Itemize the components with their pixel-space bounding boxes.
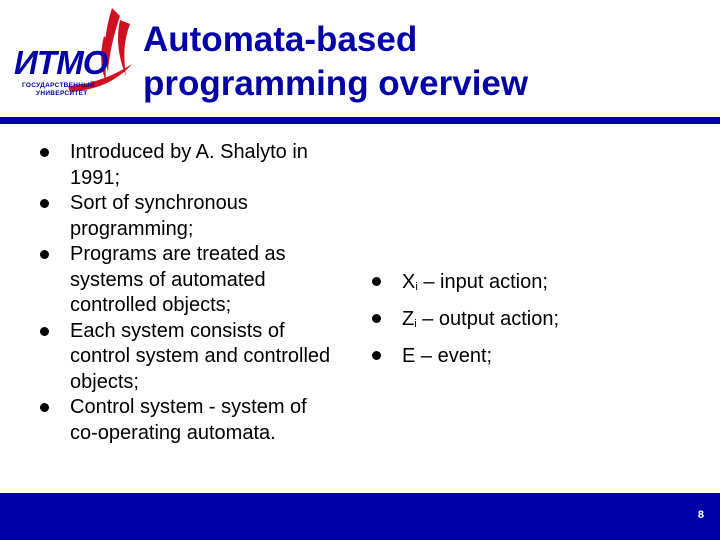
symbol-subscript: i [414, 318, 417, 330]
bullet-item [40, 191, 340, 242]
header-divider [0, 117, 720, 124]
bullet-dot-icon [40, 327, 49, 336]
bullet-item [40, 319, 340, 396]
legend-item-output [372, 303, 672, 340]
legend-item-event [372, 340, 672, 372]
bullet-text: Introduced by A. Shalyto in 1991; [70, 141, 308, 189]
bullet-text: Control system - system of co-operating automata. [70, 396, 307, 444]
bullet-dot-icon [372, 314, 381, 323]
left-bullet-list [40, 140, 340, 446]
bullet-item [40, 242, 340, 319]
slide-title-line1: Automata-based [143, 20, 418, 59]
bullet-dot-icon [372, 351, 381, 360]
page-number: 8 [697, 509, 704, 521]
symbol-letter: X [402, 271, 416, 293]
bullet-item [40, 140, 340, 191]
slide-footer [0, 493, 720, 540]
symbol-description: – event; [415, 345, 493, 367]
right-bullet-list [372, 266, 672, 372]
symbol-letter: Z [402, 308, 415, 330]
legend-item-input [372, 266, 672, 303]
symbol-letter: E [402, 345, 416, 367]
logo-wordmark: ИТМО [14, 44, 108, 81]
symbol-description: – input action; [417, 271, 548, 293]
logo-caption-line2: УНИВЕРСИТЕТ [36, 90, 88, 97]
bullet-dot-icon [40, 250, 49, 259]
logo-caption-line1: ГОСУДАРСТВЕННЫЙ [22, 82, 95, 89]
bullet-dot-icon [40, 403, 49, 412]
bullet-text: Sort of synchronous programming; [70, 192, 248, 240]
symbol-description: – output action; [416, 308, 559, 330]
bullet-text: Programs are treated as systems of automated controlled objects; [70, 243, 286, 316]
slide-title [143, 18, 528, 106]
bullet-dot-icon [40, 199, 49, 208]
slide-header [0, 0, 720, 117]
bullet-dot-icon [40, 148, 49, 157]
symbol-subscript: i [415, 281, 418, 293]
bullet-item [40, 395, 340, 446]
bullet-text: Each system consists of control system and controlled objects; [70, 319, 331, 393]
slide-title-line2: programming overview [143, 64, 529, 103]
itmo-logo [8, 6, 138, 110]
bullet-dot-icon [372, 277, 381, 286]
